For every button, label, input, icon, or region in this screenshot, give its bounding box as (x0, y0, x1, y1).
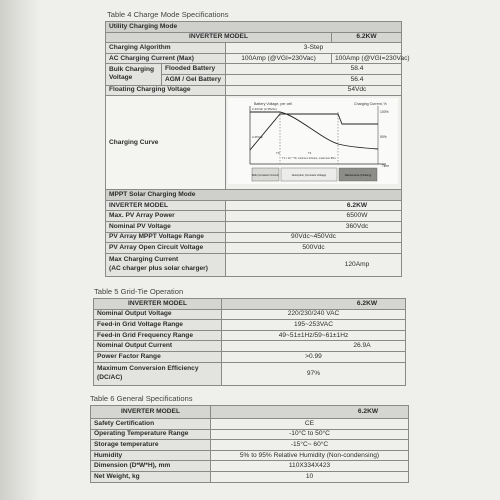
t1-label: T1 (308, 151, 312, 156)
row-label: INVERTER MODEL (106, 200, 226, 211)
table-row (94, 309, 406, 320)
row-value: -15°C~ 60°C (211, 440, 409, 451)
row-label: AC Charging Current (Max) (106, 53, 226, 64)
row-label: Net Weight, kg (91, 471, 211, 482)
table-row (106, 43, 402, 54)
table-row (106, 85, 402, 96)
max-charge-label-line1: Max Charging Current (109, 256, 179, 264)
table-row (91, 461, 409, 472)
row-label: Charging Algorithm (106, 43, 226, 54)
table-row (106, 243, 402, 254)
row-label: Humidity (91, 450, 211, 461)
model-label: INVERTER MODEL (91, 406, 211, 419)
table-row (106, 200, 402, 211)
table4-charge-mode (105, 21, 410, 277)
row-sublabel: AGM / Gel Battery (162, 74, 226, 85)
y-tick-label: 50% (380, 135, 387, 140)
row-value: CE (211, 419, 409, 430)
voltage-axis-title: Battery Voltage, per cell (254, 102, 292, 107)
model-value: 6.2KW (222, 299, 406, 310)
row-label: Max. PV Array Power (106, 211, 226, 222)
row-value: 3-Step (226, 43, 402, 54)
row-value: 110X334X423 (211, 461, 409, 472)
row-value: 6.2KW (226, 200, 402, 211)
row-label: Charging Curve (106, 96, 226, 190)
model-value: 6.2KW (211, 406, 409, 419)
voltage-tick-label: 2.43Vdc (2.35Vdc) (252, 107, 277, 112)
row-value: 97% (222, 362, 406, 385)
row-value: 54Vdc (226, 85, 402, 96)
model-label: INVERTER MODEL (106, 32, 332, 43)
row-label: Feed-in Grid Voltage Range (94, 320, 222, 331)
utility-charging-section-title: Utility Charging Mode (106, 22, 402, 33)
row-label: Dimension (D*W*H), mm (91, 461, 211, 472)
row-value: 56.4 (226, 74, 402, 85)
row-label: Operating Temperature Range (91, 429, 211, 440)
table-row (91, 440, 409, 451)
row-value: 58.4 (226, 64, 402, 75)
row-label: Nominal PV Voltage (106, 221, 226, 232)
row-label (106, 64, 162, 85)
row-value: >0.99 (222, 351, 406, 362)
efficiency-label-line1: Maximum Conversion Efficiency (97, 365, 199, 373)
max-charge-label-line2: (AC charger plus solar charger) (109, 264, 208, 272)
t0-label: T0 (276, 151, 280, 156)
table-row (94, 320, 406, 331)
stage-bulk-label: Bulk (Constant Current) (251, 174, 280, 178)
row-value: 100Amp (@VGI=230Vac) (226, 53, 332, 64)
row-value: 90Vdc~450Vdc (226, 232, 402, 243)
table-row (106, 221, 402, 232)
model-value: 6.2KW (332, 32, 402, 43)
table-row (106, 96, 402, 190)
table-row (94, 330, 406, 341)
voltage-tick-label: 2.25Vdc (252, 135, 264, 140)
table6-general-specs (90, 405, 409, 483)
row-label: Nominal Output Voltage (94, 309, 222, 320)
table-row (94, 351, 406, 362)
bulk-label-line2: Voltage (109, 74, 133, 82)
row-value: 500Vdc (226, 243, 402, 254)
row-label (94, 362, 222, 385)
page-fold-shadow (0, 0, 40, 500)
table6-caption: Table 6 General Specifications (90, 394, 193, 403)
row-label (106, 253, 226, 276)
y-tick-label: 100% (380, 110, 389, 115)
table-row (91, 429, 409, 440)
row-label: PV Array MPPT Voltage Range (106, 232, 226, 243)
row-value: 360Vdc (226, 221, 402, 232)
charging-curve-cell (226, 96, 402, 190)
row-label: Floating Charging Voltage (106, 85, 226, 96)
table4-section-header (106, 22, 402, 33)
row-value: 26.9A (222, 341, 406, 352)
row-value: 6500W (226, 211, 402, 222)
table4-model-row (106, 32, 402, 43)
table5-grid-tie (93, 298, 406, 386)
efficiency-label-line2: (DC/AC) (97, 373, 123, 381)
row-sublabel: Flooded Battery (162, 64, 226, 75)
row-value: 220/230/240 VAC (222, 309, 406, 320)
table-row (106, 232, 402, 243)
table-row (91, 471, 409, 482)
mppt-section-header (106, 190, 402, 201)
table-row (106, 64, 402, 75)
mppt-section-title: MPPT Solar Charging Mode (106, 190, 402, 201)
row-value: 195~253VAC (222, 320, 406, 331)
table-row (94, 341, 406, 352)
current-axis-title: Charging Current, % (354, 102, 387, 107)
row-value: 10 (211, 471, 409, 482)
model-label: INVERTER MODEL (94, 299, 222, 310)
timing-formula: T1 = 10 * T0, minimum 10mins, maximum 8hrs (282, 157, 336, 161)
row-label: Feed-in Grid Frequency Range (94, 330, 222, 341)
row-value: 49~51±1Hz/59~61±1Hz (222, 330, 406, 341)
table-row (106, 53, 402, 64)
row-label: Nominal Output Current (94, 341, 222, 352)
table5-caption: Table 5 Grid-Tie Operation (94, 287, 184, 296)
row-label: Safety Certification (91, 419, 211, 430)
table6-model-row (91, 406, 409, 419)
table-row (106, 253, 402, 276)
row-value: 100Amp (@VGI=230Vac) (332, 53, 402, 64)
stage-maintenance-label: Maintenance (Floating) (344, 174, 372, 178)
bulk-label-line1: Bulk Charging (109, 66, 155, 74)
stage-absorption-label: Absorption (Constant Voltage) (291, 174, 327, 178)
table-row (91, 419, 409, 430)
row-value: 120Amp (226, 253, 402, 276)
row-label: PV Array Open Circuit Voltage (106, 243, 226, 254)
row-value: 5% to 95% Relative Humidity (Non-condensing) (211, 450, 409, 461)
table-row (106, 211, 402, 222)
row-value: -10°C to 50°C (211, 429, 409, 440)
row-label: Storage temperature (91, 440, 211, 451)
table4-caption: Table 4 Charge Mode Specifications (107, 10, 229, 19)
table5-model-row (94, 299, 406, 310)
time-axis-label: Time (382, 164, 389, 169)
row-label: Power Factor Range (94, 351, 222, 362)
table-row (91, 450, 409, 461)
table-row (94, 362, 406, 385)
charging-curve-diagram (228, 98, 398, 184)
